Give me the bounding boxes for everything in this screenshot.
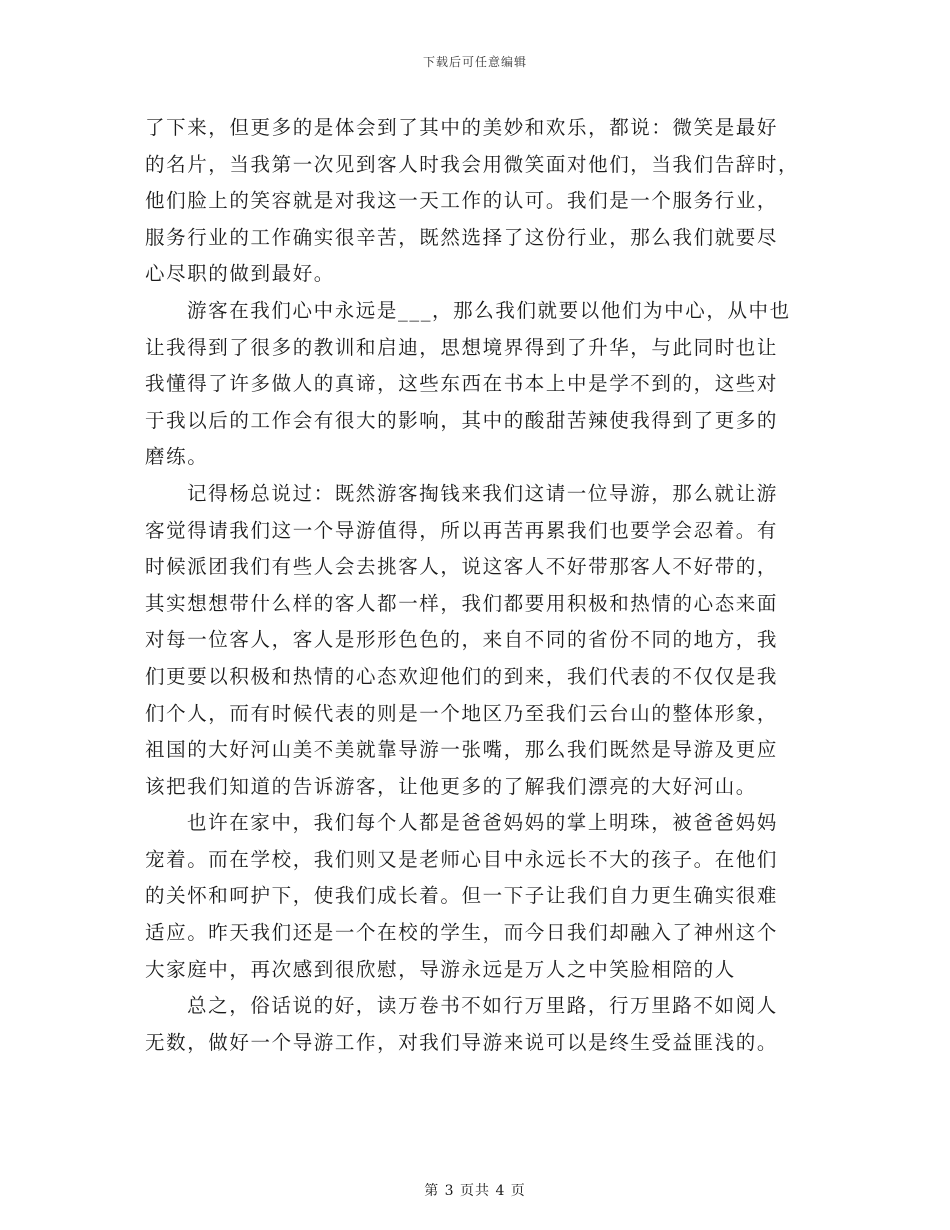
text-line: 磨练。 <box>145 445 209 469</box>
text-line: 其实想想带什么样的客人都一样，我们都要用积极和热情的心态来面 <box>145 591 779 615</box>
text-line: 游客在我们心中永远是___，那么我们就要以他们为中心，从中也 <box>187 298 791 322</box>
text-line: 的名片，当我第一次见到客人时我会用微笑面对他们，当我们告辞时， <box>145 152 800 176</box>
text-line: 对每一位客人，客人是形形色色的，来自不同的省份不同的地方，我 <box>145 628 779 652</box>
text-line: 时候派团我们有些人会去挑客人，说这客人不好带那客人不好带的， <box>145 555 779 579</box>
paragraph-1 <box>145 110 810 293</box>
text-line: 于我以后的工作会有很大的影响，其中的酸甜苦辣使我得到了更多的 <box>145 408 779 432</box>
document-body <box>145 110 810 1061</box>
text-line: 心尽职的做到最好。 <box>145 262 335 286</box>
page-header: 下载后可任意编辑 <box>422 55 527 69</box>
text-line: 祖国的大好河山美不美就靠导游一张嘴，那么我们既然是导游及更应 <box>145 738 779 762</box>
text-line: 适应。昨天我们还是一个在校的学生，而今日我们却融入了神州这个 <box>145 921 779 945</box>
text-line: 该把我们知道的告诉游客，让他更多的了解我们漂亮的大好河山。 <box>145 774 757 798</box>
text-line: 无数，做好一个导游工作，对我们导游来说可以是终生受益匪浅的。 <box>145 1030 779 1054</box>
text-line: 也许在家中，我们每个人都是爸爸妈妈的掌上明珠，被爸爸妈妈 <box>187 811 778 835</box>
text-line: 了下来，但更多的是体会到了其中的美妙和欢乐，都说：微笑是最好 <box>145 116 779 139</box>
page-number: 第 3 页共 4 页 <box>424 1183 526 1199</box>
text-line: 宠着。而在学校，我们则又是老师心目中永远长不大的孩子。在他们 <box>145 847 779 871</box>
paragraph-4 <box>145 805 810 988</box>
text-line: 客觉得请我们这一个导游值得，所以再苦再累我们也要学会忍着。有 <box>145 518 779 542</box>
text-line: 大家庭中，再次感到很欣慰，导游永远是万人之中笑脸相陪的人 <box>145 957 736 981</box>
text-line: 们个人，而有时候代表的则是一个地区乃至我们云台山的整体形象， <box>145 701 779 725</box>
text-line: 们更要以积极和热情的心态欢迎他们的到来，我们代表的不仅仅是我 <box>145 664 779 688</box>
text-line: 让我得到了很多的教训和启迪，思想境界得到了升华，与此同时也让 <box>145 335 779 359</box>
paragraph-2 <box>145 293 810 476</box>
text-line: 记得杨总说过：既然游客掏钱来我们这请一位导游，那么就让游 <box>187 481 778 505</box>
paragraph-5 <box>145 988 810 1061</box>
paragraph-3 <box>145 476 810 805</box>
text-line: 我懂得了许多做人的真谛，这些东西在书本上中是学不到的，这些对 <box>145 372 779 396</box>
text-line: 总之，俗话说的好，读万卷书不如行万里路，行万里路不如阅人 <box>187 994 778 1018</box>
text-line: 服务行业的工作确实很辛苦，既然选择了这份行业，那么我们就要尽 <box>145 225 779 249</box>
text-line: 他们脸上的笑容就是对我这一天工作的认可。我们是一个服务行业， <box>145 189 779 213</box>
text-line: 的关怀和呵护下，使我们成长着。但一下子让我们自力更生确实很难 <box>145 884 779 908</box>
